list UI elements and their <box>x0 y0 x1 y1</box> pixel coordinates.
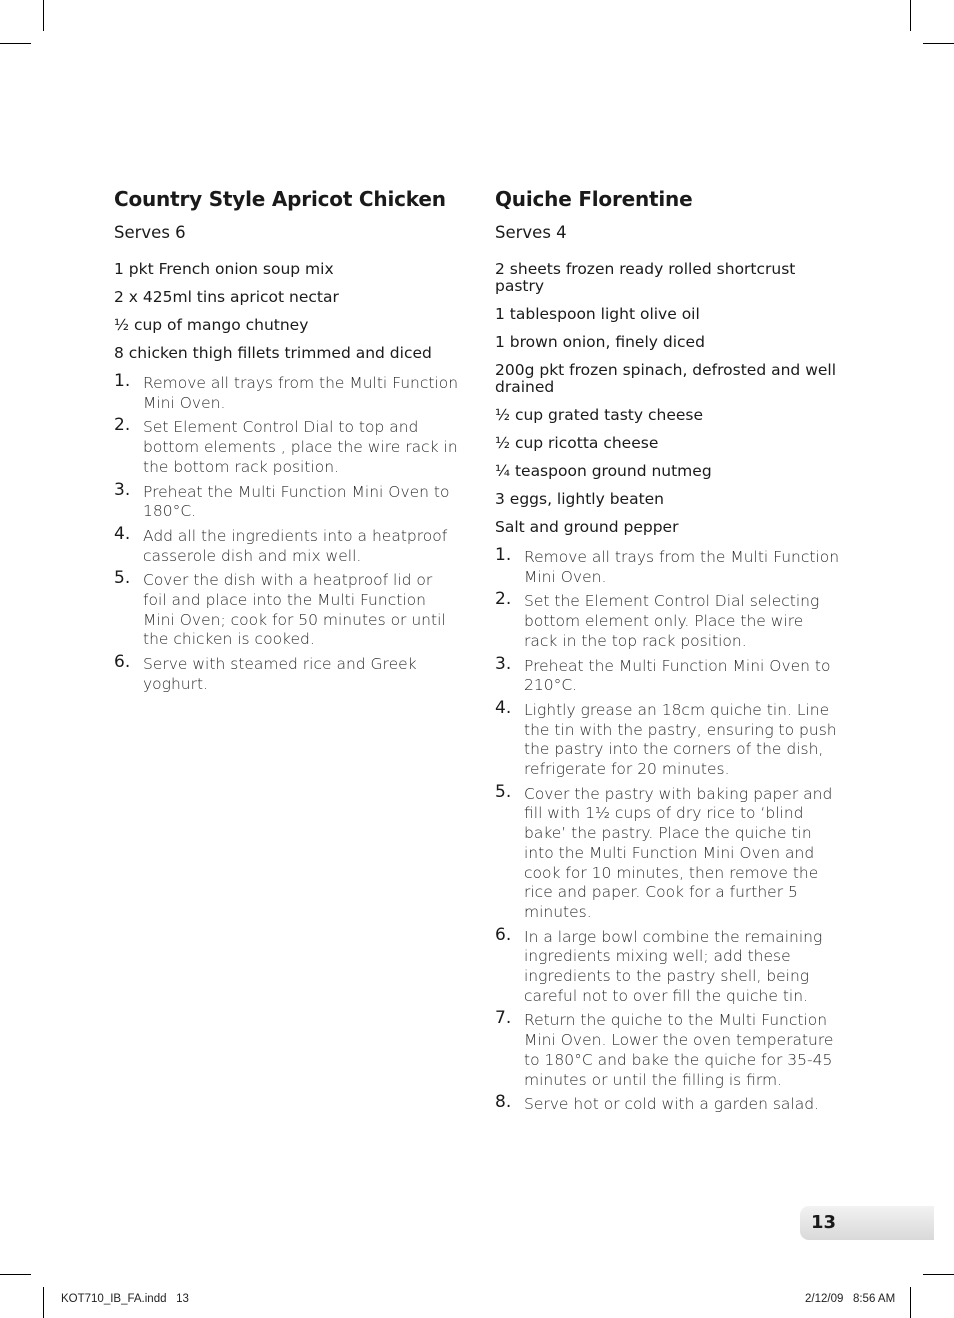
method-step <box>495 781 840 922</box>
crop-mark <box>0 1274 31 1275</box>
step-text: Remove all trays from the Multi Function Mini Oven. <box>524 548 840 586</box>
step-text: Serve hot or cold with a garden salad. <box>524 1095 819 1114</box>
step-number: 4. <box>114 523 131 544</box>
ingredient-item: 2 x 425ml tins apricot nectar <box>114 288 339 306</box>
slug-file: KOT710_IB_FA.indd 13 <box>61 1293 189 1305</box>
step-text: Set the Element Control Dial selecting bottom element only. Place the wire rack in the top rack position. <box>524 592 820 650</box>
method-steps <box>114 373 459 694</box>
recipe-title: Country Style Apricot Chicken <box>114 187 446 211</box>
step-number: 6. <box>495 924 512 945</box>
step-text: Serve with steamed rice and Greek yoghurt. <box>143 655 417 693</box>
method-step <box>114 570 459 649</box>
method-step <box>495 1094 840 1114</box>
crop-mark <box>43 1287 44 1318</box>
crop-mark <box>923 1274 954 1275</box>
ingredient-item: ¼ teaspoon ground nutmeg <box>495 462 712 480</box>
step-number: 5. <box>114 568 131 589</box>
recipe-apricot-chicken <box>114 186 459 699</box>
step-number: 6. <box>114 652 131 673</box>
serves-label: Serves 6 <box>114 223 186 242</box>
method-step <box>114 654 459 693</box>
step-number: 2. <box>495 589 512 610</box>
method-step <box>495 1010 840 1089</box>
method-step <box>114 417 459 476</box>
method-step <box>114 523 459 565</box>
ingredient-list <box>495 261 840 536</box>
slug-timestamp: 2/12/09 8:56 AM <box>805 1293 896 1305</box>
recipe-title: Quiche Florentine <box>495 187 693 211</box>
step-number: 8. <box>495 1092 512 1113</box>
crop-mark <box>923 43 954 44</box>
step-text: Return the quiche to the Multi Function Mini Oven. Lower the oven temperature to 180°C and bake the quiche for 35-45 minutes or until the filling is firm. <box>524 1011 834 1089</box>
ingredient-item: 8 chicken thigh fillets trimmed and diced <box>114 344 432 362</box>
ingredient-item: ½ cup grated tasty cheese <box>495 406 704 424</box>
step-text: Cover the pastry with baking paper and fill with 1½ cups of dry rice to ‘blind bake’ the pastry. Place the quiche tin into the Multi Function Mini Oven and cook for 10 minutes, then remove the rice and paper. Cook for a further 5 minutes. <box>524 784 833 921</box>
step-text: Set Element Control Dial to top and bottom elements , place the wire rack in the bottom rack position. <box>143 418 458 476</box>
step-text: Add all the ingredients into a heatproof casserole dish and mix well. <box>143 526 448 565</box>
recipe-quiche-florentine <box>495 186 840 1119</box>
ingredient-item: 1 pkt French onion soup mix <box>114 260 334 278</box>
method-step <box>495 924 840 1006</box>
ingredient-item: 2 sheets frozen ready rolled shortcrust pastry <box>495 260 796 295</box>
ingredient-item: ½ cup ricotta cheese <box>495 434 659 452</box>
method-step <box>114 373 459 412</box>
ingredient-item: 1 brown onion, finely diced <box>495 333 705 351</box>
ingredient-item: Salt and ground pepper <box>495 518 679 536</box>
step-number: 4. <box>495 697 512 718</box>
step-text: Lightly grease an 18cm quiche tin. Line the tin with the pastry, ensuring to push the pastry into the corners of the dish, refrigerate for 20 minutes. <box>524 700 837 779</box>
crop-mark <box>0 43 31 44</box>
ingredient-item: 200g pkt frozen spinach, defrosted and well drained <box>495 361 837 396</box>
crop-mark <box>910 0 911 31</box>
step-text: Remove all trays from the Multi Function Mini Oven. <box>143 374 459 412</box>
ingredient-item: 1 tablespoon light olive oil <box>495 305 700 323</box>
serves-label: Serves 4 <box>495 223 567 242</box>
step-text: In a large bowl combine the remaining ingredients mixing well; add these ingredients to the pastry shell, being careful not to over fill the quiche tin. <box>524 927 823 1005</box>
method-step <box>495 653 840 695</box>
page-number-tab <box>800 1206 934 1240</box>
ingredient-item: ½ cup of mango chutney <box>114 316 309 334</box>
step-text: Preheat the Multi Function Mini Oven to 210°C. <box>524 656 831 695</box>
step-number: 1. <box>495 545 512 565</box>
page-number: 13 <box>811 1212 837 1233</box>
step-number: 2. <box>114 415 131 436</box>
method-step <box>114 479 459 521</box>
step-number: 3. <box>495 653 512 674</box>
method-step <box>495 697 840 779</box>
method-step <box>495 591 840 650</box>
crop-mark <box>43 0 44 31</box>
ingredient-list <box>114 261 459 362</box>
method-steps <box>495 547 840 1114</box>
step-text: Preheat the Multi Function Mini Oven to 180°C. <box>143 482 450 521</box>
step-number: 5. <box>495 781 512 802</box>
step-number: 3. <box>114 479 131 500</box>
step-number: 1. <box>114 371 131 391</box>
crop-mark <box>910 1287 911 1318</box>
method-step <box>495 547 840 586</box>
step-text: Cover the dish with a heatproof lid or foil and place into the Multi Function Mini Oven; cook for 50 minutes or until the chicken is cooked. <box>143 571 446 649</box>
step-number: 7. <box>495 1008 512 1029</box>
ingredient-item: 3 eggs, lightly beaten <box>495 490 665 508</box>
